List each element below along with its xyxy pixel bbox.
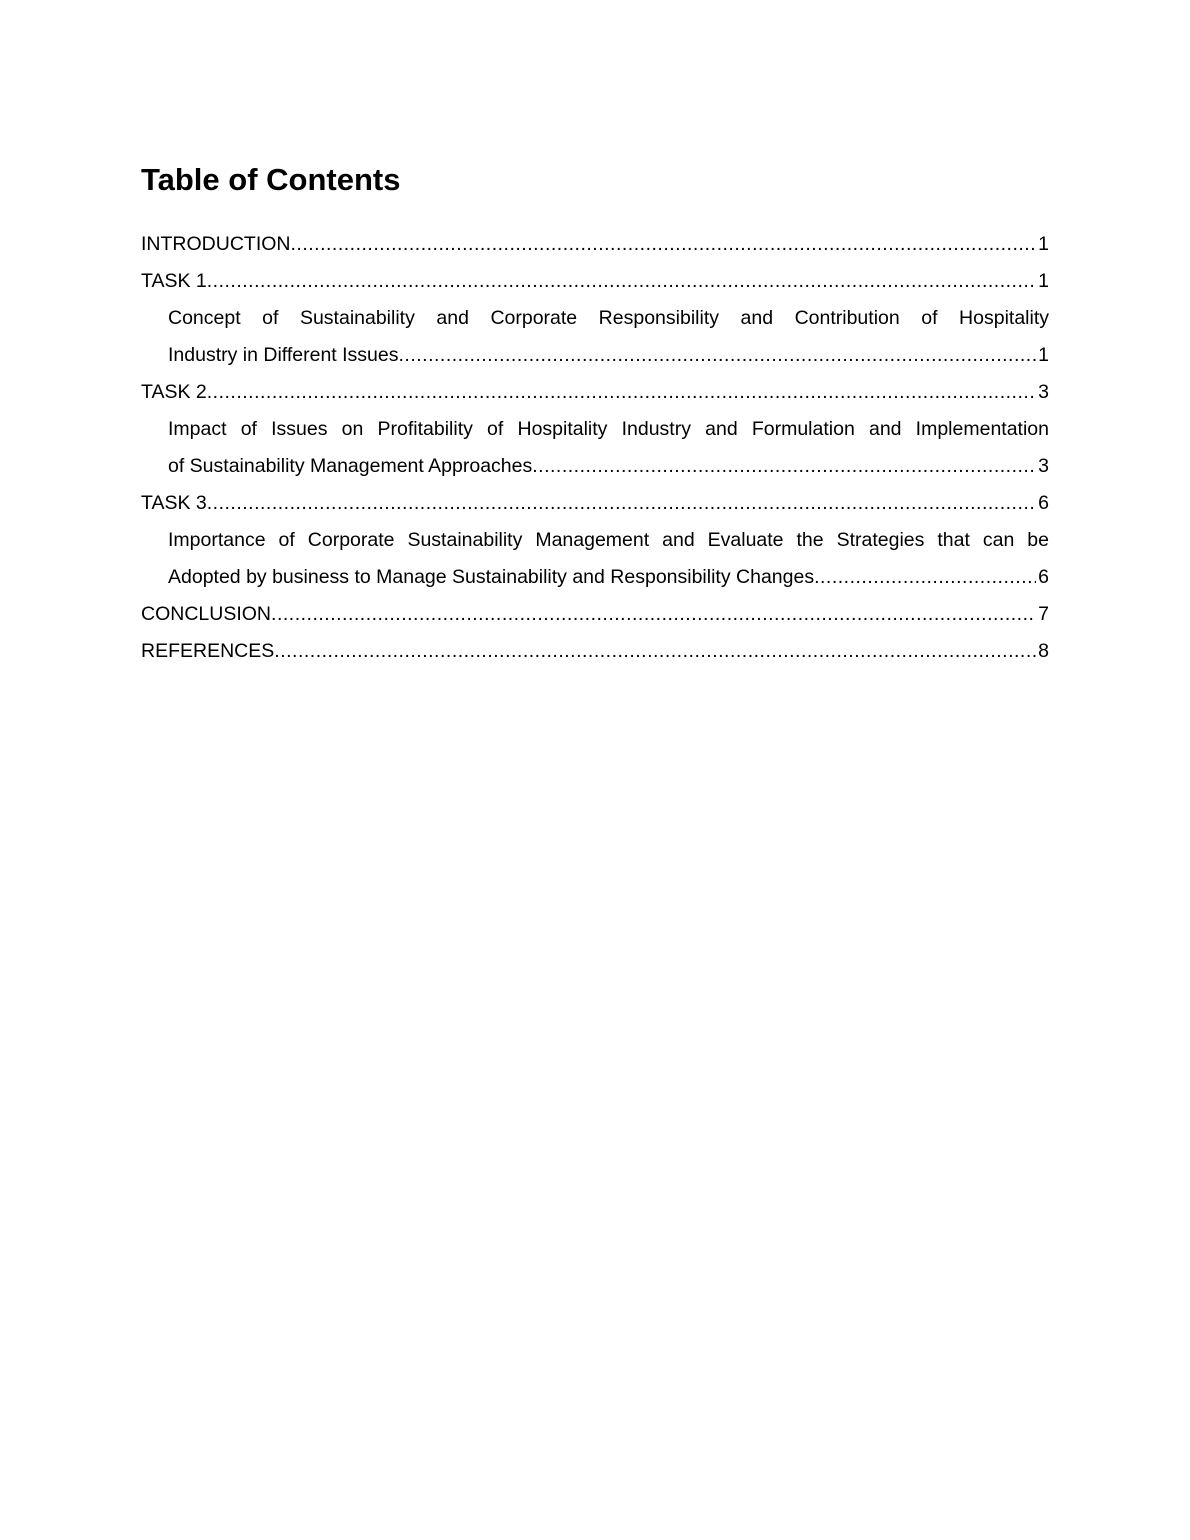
toc-entry-introduction[interactable] [141, 226, 1049, 263]
toc-entry-conclusion[interactable] [141, 596, 1049, 633]
toc-subentry-last-line [168, 448, 1049, 485]
toc-subentry-first-line: Impact of Issues on Profitability of Hospitality Industry and Formulation and Implementation [168, 418, 1049, 440]
document-page [141, 160, 1049, 670]
toc-entry-references[interactable] [141, 633, 1049, 670]
toc-list [141, 226, 1049, 670]
toc-entry-page: 1 [1038, 344, 1049, 366]
toc-entry-page: 1 [1038, 270, 1049, 292]
toc-entry-page: 6 [1038, 566, 1049, 588]
toc-subentry-last-line [168, 337, 1049, 374]
toc-entry-task-3[interactable] [141, 485, 1049, 522]
toc-subentry-importance[interactable] [141, 522, 1049, 596]
toc-entry-label: CONCLUSION ..... [141, 596, 1036, 633]
toc-subentry-last-line [168, 559, 1049, 596]
toc-title: Table of Contents [141, 162, 401, 197]
toc-entry-page: 7 [1038, 603, 1049, 625]
toc-entry-label: TASK 3 ..... [141, 485, 1036, 522]
toc-subentry-impact[interactable] [141, 411, 1049, 485]
toc-entry-label: INTRODUCTION ..... [141, 226, 1036, 263]
toc-subentry-first-line: Importance of Corporate Sustainability Management and Evaluate the Strategies that can be [168, 529, 1049, 551]
toc-entry-page: 3 [1038, 455, 1049, 477]
toc-entry-page: 1 [1038, 233, 1049, 255]
toc-subentry-first-line: Concept of Sustainability and Corporate Responsibility and Contribution of Hospitality [168, 307, 1049, 329]
toc-entry-page: 3 [1038, 381, 1049, 403]
toc-entry-label: TASK 2 ..... [141, 374, 1036, 411]
toc-subentry-concept[interactable] [141, 300, 1049, 374]
toc-entry-task-2[interactable] [141, 374, 1049, 411]
toc-entry-label: TASK 1 ..... [141, 263, 1036, 300]
toc-entry-label: REFERENCES ..... [141, 633, 1036, 670]
toc-entry-label: of Sustainability Management Approaches ..... [168, 448, 1036, 485]
toc-entry-page: 6 [1038, 492, 1049, 514]
toc-entry-page: 8 [1038, 640, 1049, 662]
toc-entry-task-1[interactable] [141, 263, 1049, 300]
toc-entry-label: Industry in Different Issues ..... [168, 337, 1036, 374]
toc-entry-label: Adopted by business to Manage Sustainability and Responsibility Changes ..... [168, 559, 1036, 596]
